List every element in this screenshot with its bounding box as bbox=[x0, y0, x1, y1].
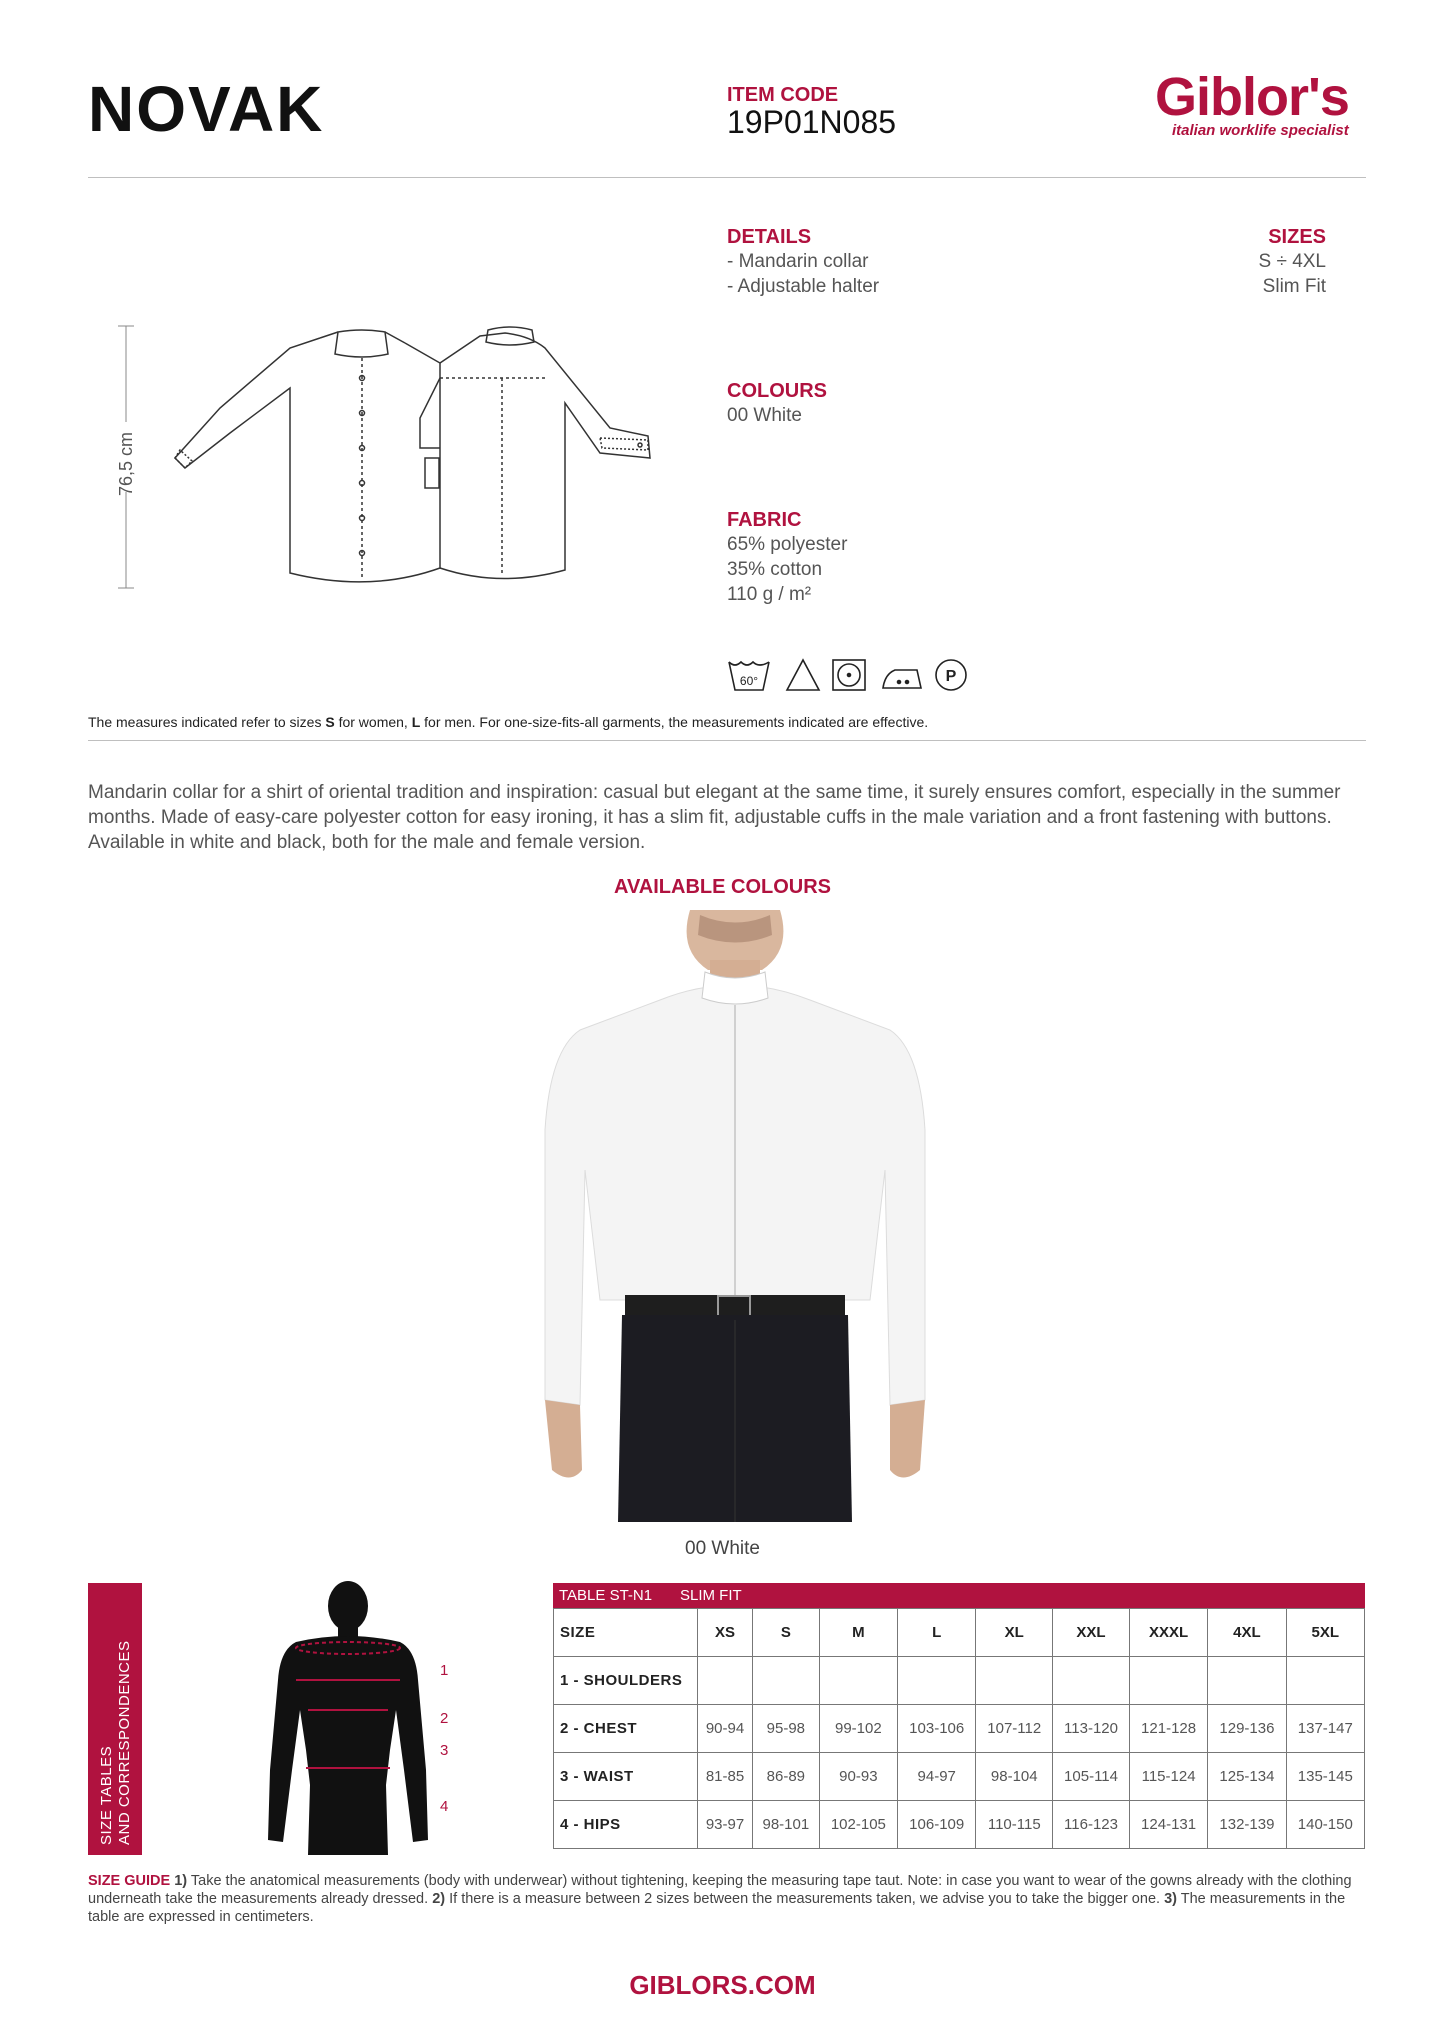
table-header-cell: SIZE bbox=[554, 1609, 698, 1657]
table-cell bbox=[1129, 1657, 1207, 1705]
dry-clean-p-icon bbox=[936, 660, 966, 690]
footer-website-link[interactable]: GIBLORS.COM bbox=[629, 1970, 816, 2000]
wash-temp: 60° bbox=[739, 674, 759, 688]
table-cell: 102-105 bbox=[819, 1801, 897, 1849]
details-list bbox=[727, 249, 879, 299]
size-table-title: TABLE ST-N1 bbox=[559, 1587, 653, 1604]
photo-caption: 00 White bbox=[685, 1538, 760, 1559]
figure-number-1: 1 bbox=[440, 1662, 449, 1679]
table-cell: 95-98 bbox=[753, 1705, 820, 1753]
table-cell: 135-145 bbox=[1286, 1753, 1364, 1801]
size-table-fit: SLIM FIT bbox=[680, 1587, 742, 1604]
row-label: 4 - HIPS bbox=[554, 1801, 698, 1849]
table-row bbox=[554, 1657, 1365, 1705]
sizes-label: SIZES bbox=[1268, 226, 1326, 248]
table-cell bbox=[1053, 1657, 1130, 1705]
table-cell: 98-104 bbox=[976, 1753, 1053, 1801]
item-code: 19P01N085 bbox=[727, 104, 897, 140]
fabric-item: 110 g / m² bbox=[727, 584, 812, 605]
sizes-range: S ÷ 4XL bbox=[1258, 251, 1326, 272]
table-cell: 125-134 bbox=[1208, 1753, 1286, 1801]
table-cell: 129-136 bbox=[1208, 1705, 1286, 1753]
size-table-title-bar bbox=[553, 1583, 1365, 1608]
table-header-cell: M bbox=[819, 1609, 897, 1657]
figure-number-3: 3 bbox=[440, 1742, 449, 1759]
row-label: 2 - CHEST bbox=[554, 1705, 698, 1753]
fabric-item: 65% polyester bbox=[727, 534, 848, 555]
table-cell: 90-93 bbox=[819, 1753, 897, 1801]
table-cell: 137-147 bbox=[1286, 1705, 1364, 1753]
table-header-cell: XL bbox=[976, 1609, 1053, 1657]
sizes-fit: Slim Fit bbox=[1262, 276, 1326, 297]
care-icons bbox=[727, 656, 987, 696]
table-cell: 93-97 bbox=[698, 1801, 753, 1849]
fabric-list bbox=[727, 532, 847, 607]
table-cell bbox=[698, 1657, 753, 1705]
size-guide: SIZE GUIDE 1) Take the anatomical measurements (body with underwear) without tightening, keeping the measuring tape taut. Note: in case you want to wear of the gowns already with the clothing underneath take the measurements already dressed. 2) If there is a measure between 2 sizes between the measurements taken, we advise you to take the bigger one. 3) The measurements in the table are expressed in centimeters. bbox=[88, 1873, 1352, 1925]
table-cell: 90-94 bbox=[698, 1705, 753, 1753]
table-cell: 106-109 bbox=[898, 1801, 976, 1849]
table-header-cell: XS bbox=[698, 1609, 753, 1657]
table-cell: 124-131 bbox=[1129, 1801, 1207, 1849]
table-header-row bbox=[554, 1609, 1365, 1657]
bleach-triangle-icon bbox=[787, 660, 819, 690]
details-label: DETAILS bbox=[727, 226, 812, 248]
divider bbox=[88, 177, 1366, 178]
table-cell: 81-85 bbox=[698, 1753, 753, 1801]
tumble-dry-icon bbox=[833, 660, 865, 690]
table-header-cell: 4XL bbox=[1208, 1609, 1286, 1657]
brand-tagline: italian worklife specialist bbox=[1172, 122, 1349, 139]
table-cell bbox=[819, 1657, 897, 1705]
table-cell: 116-123 bbox=[1053, 1801, 1130, 1849]
length-label: 76,5 cm bbox=[116, 431, 136, 496]
table-header-cell: 5XL bbox=[1286, 1609, 1364, 1657]
table-cell bbox=[898, 1657, 976, 1705]
shirt-technical-drawing bbox=[170, 318, 690, 608]
table-cell: 94-97 bbox=[898, 1753, 976, 1801]
row-label: 3 - WAIST bbox=[554, 1753, 698, 1801]
table-cell: 110-115 bbox=[976, 1801, 1053, 1849]
product-description: Mandarin collar for a shirt of oriental tradition and inspiration: casual but elegant at the same time, it surely ensures comfort, especially in the summer months. Made of easy-care polyester cotton for easy ironing, it has a slim fit, adjustable cuffs in the male variation and a front fastening with buttons. Available in white and black, both for the male and female version. bbox=[88, 782, 1341, 853]
divider bbox=[88, 740, 1366, 741]
size-tables-band-text bbox=[88, 1583, 142, 1855]
table-cell: 86-89 bbox=[753, 1753, 820, 1801]
size-table bbox=[553, 1608, 1365, 1849]
table-row bbox=[554, 1705, 1365, 1753]
iron-2-dots-icon bbox=[883, 670, 921, 688]
details-item: - Mandarin collar bbox=[727, 251, 869, 272]
table-cell: 113-120 bbox=[1053, 1705, 1130, 1753]
table-header-cell: L bbox=[898, 1609, 976, 1657]
table-header-cell: S bbox=[753, 1609, 820, 1657]
table-cell: 105-114 bbox=[1053, 1753, 1130, 1801]
fabric-label: FABRIC bbox=[727, 509, 802, 531]
dry-clean-letter: P bbox=[945, 668, 957, 685]
wash-60-icon bbox=[729, 662, 769, 690]
item-code-label: ITEM CODE bbox=[727, 84, 839, 106]
table-cell: 132-139 bbox=[1208, 1801, 1286, 1849]
table-cell bbox=[1286, 1657, 1364, 1705]
table-header-cell: XXL bbox=[1053, 1609, 1130, 1657]
colours-label: COLOURS bbox=[727, 380, 827, 402]
table-cell: 107-112 bbox=[976, 1705, 1053, 1753]
fabric-item: 35% cotton bbox=[727, 559, 823, 580]
table-cell: 115-124 bbox=[1129, 1753, 1207, 1801]
measure-note: The measures indicated refer to sizes S for women, L for men. For one-size-fits-all garments, the measurements indicated are effective. bbox=[88, 714, 929, 730]
band-line-1: SIZE TABLES bbox=[98, 1745, 115, 1845]
brand-logo: Giblor's bbox=[1155, 67, 1349, 127]
band-line-2: AND CORRESPONDENCES bbox=[116, 1640, 133, 1845]
available-colours-label: AVAILABLE COLOURS bbox=[613, 876, 832, 898]
table-cell bbox=[753, 1657, 820, 1705]
table-cell bbox=[976, 1657, 1053, 1705]
product-title: NOVAK bbox=[88, 73, 325, 145]
sizes-list bbox=[1100, 249, 1326, 299]
table-cell: 140-150 bbox=[1286, 1801, 1364, 1849]
row-label: 1 - SHOULDERS bbox=[554, 1657, 698, 1705]
table-cell: 98-101 bbox=[753, 1801, 820, 1849]
table-header-cell: XXXL bbox=[1129, 1609, 1207, 1657]
product-photo bbox=[540, 910, 930, 1522]
table-cell bbox=[1208, 1657, 1286, 1705]
table-cell: 99-102 bbox=[819, 1705, 897, 1753]
body-silhouette bbox=[268, 1580, 428, 1855]
table-row bbox=[554, 1801, 1365, 1849]
table-cell: 103-106 bbox=[898, 1705, 976, 1753]
details-item: - Adjustable halter bbox=[727, 276, 880, 297]
table-row bbox=[554, 1753, 1365, 1801]
figure-number-4: 4 bbox=[440, 1798, 449, 1815]
table-cell: 121-128 bbox=[1129, 1705, 1207, 1753]
figure-number-2: 2 bbox=[440, 1710, 449, 1727]
colours-value: 00 White bbox=[727, 405, 802, 426]
